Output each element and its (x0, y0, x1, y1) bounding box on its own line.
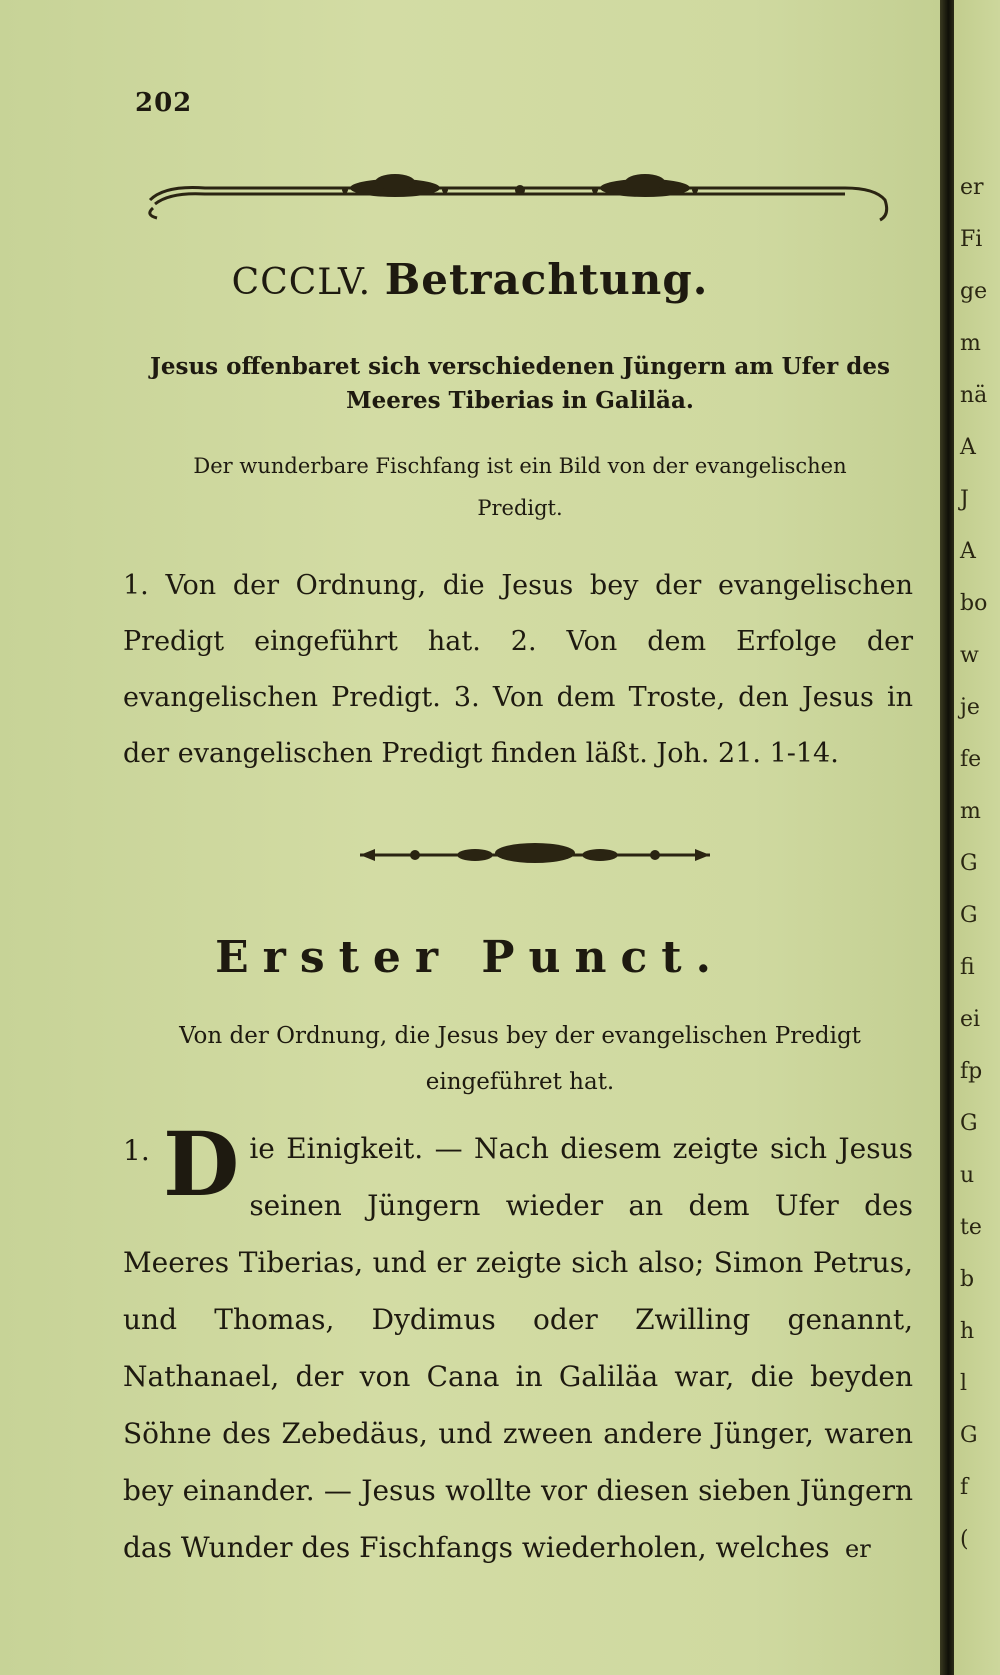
facing-page-fragment: l (960, 1371, 968, 1396)
facing-page-fragment: ei (960, 1007, 981, 1032)
facing-page-fragment: ge (960, 279, 988, 304)
facing-page-fragment: A (960, 435, 976, 460)
facing-page-fragment: A (960, 539, 976, 564)
facing-page-fragment: fe (960, 747, 982, 772)
facing-page-fragment: er (960, 175, 984, 200)
book-gutter (940, 0, 954, 1675)
facing-page-fragment: w (960, 643, 979, 668)
chapter-numeral: CCCLV. (231, 262, 372, 303)
paragraph-number: 1. (123, 1134, 150, 1167)
facing-page-fragment: u (960, 1163, 975, 1188)
outline-paragraph: 1. Von der Ordnung, die Jesus bey der evangelischen Predigt eingeführt hat. 2. Von dem Erfolge der evangelischen Predigt. 3. Von dem Troste, den Jesus in der evangelischen Predigt finden läßt. Joh. 21. 1-14. (123, 570, 913, 769)
facing-page-fragment: m (960, 331, 981, 356)
facing-page-edge (954, 0, 1000, 1675)
section-subtitle: Von der Ordnung, die Jesus bey der evangelischen Predigt eingeführet hat. (179, 1023, 861, 1095)
facing-page-fragment: G (960, 1111, 978, 1136)
summary-line-1: Jesus offenbaret sich verschiedenen Jüngern am Ufer des Meeres Tiberias in Galiläa. (150, 353, 890, 414)
facing-page-fragment: G (960, 903, 978, 928)
facing-page-fragment: m (960, 799, 981, 824)
facing-page-fragment: je (960, 695, 980, 720)
chapter-word: Betrachtung. (384, 255, 709, 304)
catchword: er (845, 1535, 871, 1563)
facing-page-fragment: h (960, 1319, 975, 1344)
ornament-top (145, 160, 905, 230)
facing-page-fragment: f (960, 1475, 969, 1500)
facing-page-fragment: nä (960, 383, 988, 408)
body-text: ie Einigkeit. — Nach diesem zeigte sich Jesus seinen Jüngern wieder an dem Ufer des Meeres Tiberias, und er zeigte sich also; Simon Petrus, und Thomas, Dydimus oder Zwilling genannt, Nathanael, der von Cana in Galiläa war, die beyden Söhne des Zebedäus, und zween andere Jünger, waren bey einander. — Jesus wollte vor diesen sieben Jüngern das Wunder des Fischfangs wiederholen, welches (123, 1132, 913, 1564)
page-number: 202 (135, 88, 193, 118)
facing-page-fragment: G (960, 1423, 978, 1448)
facing-page-fragment: Fi (960, 227, 983, 252)
drop-cap-initial: D (163, 1112, 240, 1216)
body-paragraph (123, 1112, 913, 1576)
facing-page-fragment: fi (960, 955, 975, 980)
facing-page-fragment: fp (960, 1059, 983, 1084)
facing-page-fragment: te (960, 1215, 982, 1240)
facing-page-fragment: bo (960, 591, 988, 616)
ornament-divider (355, 835, 715, 875)
facing-page-fragment: J (960, 487, 969, 512)
facing-page-fragment: G (960, 851, 978, 876)
facing-page-fragment: b (960, 1267, 975, 1292)
facing-page-fragment: ( (960, 1527, 969, 1552)
summary-line-2: Der wunderbare Fischfang ist ein Bild von der evangelischen Predigt. (193, 454, 847, 520)
chapter-title (0, 255, 940, 304)
section-title: Erster Punct. (215, 932, 725, 983)
